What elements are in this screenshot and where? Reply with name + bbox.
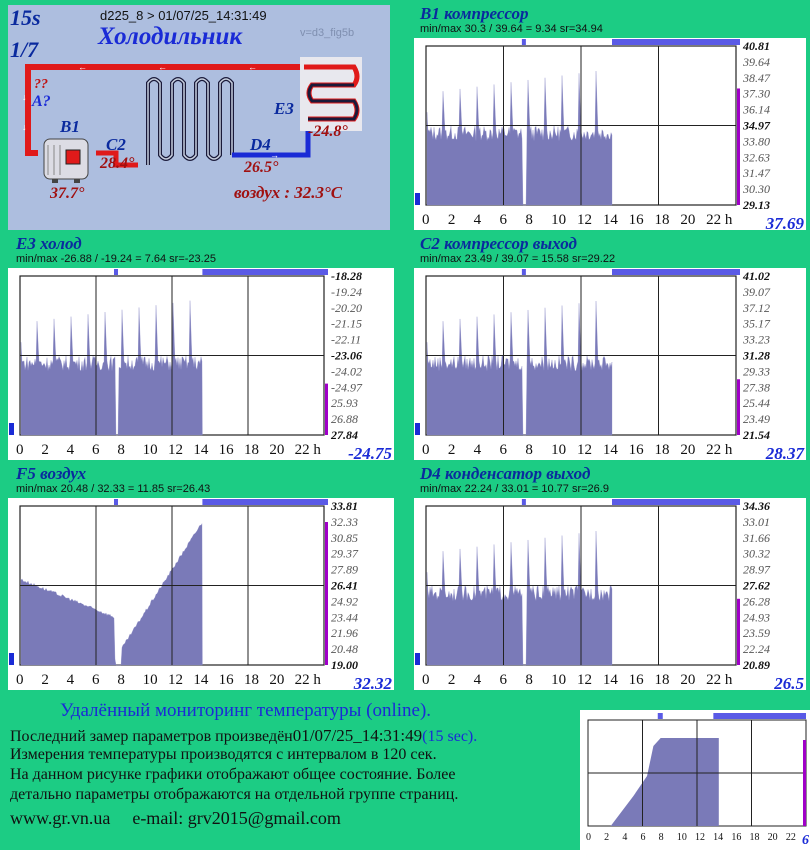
website-link[interactable]: www.gr.vn.ua [10,808,111,828]
scale-label: 29.13 [743,198,770,212]
flow-arrow-icon: ↓ [22,122,27,132]
x-tick-label: 18 [244,442,259,458]
gap-marker [114,269,118,275]
x-tick-label: 2 [604,832,610,843]
x-tick-label: 22 h [706,442,733,458]
x-tick-label: 16 [731,832,742,843]
x-tick-label: 0 [16,442,24,458]
x-tick-label: 12 [168,672,183,688]
x-tick-label: 16 [218,672,234,688]
x-tick-label: 22 h [294,442,321,458]
x-tick-label: 12 [577,212,592,228]
x-tick-label: 10 [676,832,687,843]
current-value: 26.5 [774,674,804,690]
scale-label: 33.23 [743,332,770,347]
scale-label: 21.96 [331,626,358,641]
scale-label: 26.88 [331,412,358,427]
x-tick-label: 16 [218,442,234,458]
sensor-e3-label: E3 [274,99,294,118]
x-tick-label: 22 h [706,212,733,228]
chart-plot[interactable] [414,498,806,690]
flow-arrow-icon: ← [158,62,167,72]
chart-stats: min/max 20.48 / 32.33 = 11.85 sr=26.43 [16,483,211,495]
x-tick-label: 6 [92,442,100,458]
current-value: 37.69 [765,214,804,230]
scale-label: 27.89 [331,562,358,577]
gap-marker [522,269,526,275]
scale-label: -18.28 [331,269,362,283]
left-marker [415,423,420,435]
page-indicator[interactable]: 1/7 [10,37,39,62]
x-tick-label: 18 [749,832,760,843]
scale-label: 32.33 [331,514,358,529]
x-tick-label: 20 [269,442,285,458]
activity-band [202,499,328,505]
scale-label: 23.49 [743,412,770,427]
x-tick-label: 2 [41,442,49,458]
condenser-coil [148,79,232,165]
x-tick-label: 2 [447,212,456,228]
x-tick-label: 4 [622,832,628,843]
scale-label: 28.97 [743,562,770,577]
x-tick-label: 8 [525,212,533,228]
left-marker [415,653,420,665]
x-tick-label: 10 [142,672,158,688]
unknown-marker: ?? [34,77,48,92]
x-tick-label: 16 [628,672,644,688]
x-tick-label: 20 [767,832,778,843]
chart-title: E3 холод [16,234,82,253]
x-tick-label: 6 [92,672,100,688]
x-tick-label: 8 [658,832,664,843]
scale-label: 31.28 [743,348,770,363]
chart-plot[interactable] [8,268,394,460]
activity-band [612,39,740,45]
x-tick-label: 14 [713,832,724,843]
panel-d4 [412,465,808,690]
x-tick-label: 20 [269,672,285,688]
scale-label: 31.47 [743,166,770,181]
sensor-b1-label: B1 [60,117,80,136]
x-tick-label: 6 [640,832,646,843]
x-tick-label: 8 [117,672,125,688]
scale-label: 26.28 [743,594,770,609]
gap-marker [658,713,663,719]
activity-band [202,269,328,275]
current-value: 6 [802,833,809,848]
x-tick-label: 8 [525,672,533,688]
x-tick-label: 22 [785,832,796,843]
chart-stats: min/max 30.3 / 39.64 = 9.34 sr=34.94 [420,23,603,35]
chart-title: F5 воздух [16,464,87,483]
chart-stats: min/max 22.24 / 33.01 = 10.77 sr=26.9 [420,483,609,495]
x-tick-label: 4 [473,442,482,458]
x-tick-label: 18 [654,212,670,228]
scale-label: 23.59 [743,626,770,641]
footer-contacts [10,808,341,829]
x-tick-label: 8 [525,442,533,458]
left-marker [9,423,14,435]
x-tick-label: 14 [193,672,209,688]
x-tick-label: 2 [447,672,456,688]
scale-label: 20.48 [331,642,358,657]
scale-label: 21.54 [743,428,770,442]
chart-title: C2 компрессор выход [420,234,577,253]
panel-c2 [412,235,808,460]
sensor-a-label: A? [32,93,51,110]
scale-label: 29.33 [743,364,770,379]
x-tick-label: 6 [499,672,507,688]
current-value-bar [325,522,328,665]
scale-label: 34.97 [743,118,770,133]
x-tick-label: 4 [66,442,75,458]
scale-label: -20.20 [331,300,362,315]
scale-label: 20.89 [743,658,770,672]
version-label: v=d3_fig5b [300,27,355,39]
scale-label: 23.44 [331,610,358,625]
x-tick-label: 20 [680,442,696,458]
scale-label: 30.30 [743,182,770,197]
current-value-bar [737,88,740,205]
activity-band [612,269,740,275]
scale-label: 33.81 [331,499,358,513]
chart-stats: min/max -26.88 / -19.24 = 7.64 sr=-23.25 [16,253,216,265]
current-value-bar [803,740,806,826]
x-tick-label: 0 [586,832,591,843]
x-tick-label: 18 [654,442,670,458]
x-tick-label: 4 [473,212,482,228]
scale-label: 24.93 [743,610,770,625]
scale-label: 30.32 [743,546,770,561]
sensor-c2-label: C2 [106,135,126,154]
scale-label: 27.62 [743,578,770,593]
last-measure-interval: (15 sec). [422,728,478,745]
current-value-bar [325,384,328,435]
footer-line-details: детально параметры отображаются на отдельной группе страниц. [10,786,459,803]
scale-label: 25.93 [331,396,358,411]
chart-title: B1 компрессор [420,4,529,23]
scale-label: 41.02 [743,269,770,283]
sensor-c2-value: 28.4° [100,155,135,172]
chart-stats: min/max 23.49 / 39.07 = 15.58 sr=29.22 [420,253,616,265]
x-tick-label: 10 [551,212,567,228]
footer-line-overview: На данном рисунке графики отображают общее состояние. Более [10,766,456,783]
scale-label: 39.07 [743,284,770,299]
scale-label: 25.44 [743,396,770,411]
left-marker [415,193,420,205]
scale-label: 32.63 [743,150,770,165]
device-timestamp: d225_8 > 01/07/25_14:31:49 [100,8,267,23]
page-title: Холодильник [98,23,243,50]
air-temperature: воздух : 32.3°C [234,183,343,202]
scale-label: 37.12 [743,300,770,315]
scale-label: 37.30 [743,86,770,101]
gap-marker [114,499,118,505]
scale-label: 38.47 [743,70,770,85]
sensor-d4-label: D4 [250,135,271,154]
sensor-b1-value: 37.7° [50,185,85,202]
scale-label: 27.84 [331,428,358,442]
activity-band [713,713,806,719]
x-tick-label: 16 [628,212,644,228]
scale-label: 22.24 [743,642,770,657]
chart-plot[interactable] [414,38,806,230]
x-tick-label: 20 [680,212,696,228]
x-tick-label: 10 [551,442,567,458]
scale-label: -22.11 [331,332,362,347]
chart-plot[interactable] [8,498,394,690]
scale-label: -21.15 [331,316,362,331]
last-measure-time: 01/07/25_14:31:49 [292,726,423,745]
chart-title: D4 конденсатор выход [420,464,591,483]
x-tick-label: 20 [680,672,696,688]
current-value-bar [737,379,740,435]
flow-arrow-icon: ↓ [22,92,27,102]
sensor-e3-value: -24.8° [308,123,348,140]
scale-label: 26.41 [331,578,358,593]
fridge-diagram [8,5,390,230]
scale-label: 29.37 [331,546,358,561]
current-value-bar [737,599,740,665]
mini-chart-svg [580,710,810,850]
interval-label: 15s [10,5,41,30]
x-tick-label: 8 [117,442,125,458]
scale-label: 39.64 [743,54,770,69]
panel-e3 [8,235,394,460]
compressor-icon [44,139,88,183]
scale-label: -24.97 [331,380,362,395]
chart-svg [414,268,806,460]
email-link[interactable]: e-mail: grv2015@gmail.com [132,808,341,828]
scale-label: 27.38 [743,380,770,395]
x-tick-label: 6 [499,442,507,458]
x-tick-label: 14 [602,672,618,688]
x-tick-label: 16 [628,442,644,458]
gap-marker [522,499,526,505]
x-tick-label: 12 [577,442,592,458]
x-tick-label: 6 [499,212,507,228]
x-tick-label: 4 [66,672,75,688]
scale-label: -23.06 [331,348,362,363]
sensor-d4-value: 26.5° [244,159,279,176]
scale-label: 40.81 [743,39,770,53]
x-tick-label: 22 h [294,672,321,688]
scale-label: 33.80 [743,134,770,149]
last-measure-prefix: Последний замер параметров произведён [10,728,293,745]
scale-label: 33.01 [743,514,770,529]
x-tick-label: 0 [422,212,430,228]
last-measure-line [10,726,477,746]
scale-label: 24.92 [331,594,358,609]
chart-svg [8,498,394,690]
panel-f5 [8,465,394,690]
x-tick-label: 10 [551,672,567,688]
x-tick-label: 14 [193,442,209,458]
scale-label: 34.36 [743,499,770,513]
x-tick-label: 0 [16,672,24,688]
footer-heading: Удалённый мониторинг температуры (online). [60,700,432,721]
scale-label: 30.85 [331,530,358,545]
footer-line-interval: Измерения температуры производятся с интервалом в 120 сек. [10,746,437,763]
x-tick-label: 4 [473,672,482,688]
panel-b1 [412,5,808,230]
x-tick-label: 18 [244,672,259,688]
chart-plot[interactable] [414,268,806,460]
scale-label: -19.24 [331,284,362,299]
x-tick-label: 2 [41,672,49,688]
x-tick-label: 10 [142,442,158,458]
current-value: -24.75 [348,444,392,460]
scale-label: 31.66 [743,530,770,545]
x-tick-label: 14 [602,442,618,458]
scale-label: 36.14 [743,102,770,117]
left-marker [9,653,14,665]
scale-label: 19.00 [331,658,358,672]
gap-marker [522,39,526,45]
x-tick-label: 18 [654,672,670,688]
current-value: 32.32 [353,674,392,690]
x-tick-label: 0 [422,442,430,458]
current-value: 28.37 [765,444,804,460]
x-tick-label: 12 [577,672,592,688]
x-tick-label: 12 [695,832,705,843]
x-tick-label: 0 [422,672,430,688]
mini-chart[interactable] [580,710,810,850]
scale-label: 35.17 [743,316,770,331]
chart-svg [414,498,806,690]
activity-band [612,499,740,505]
flow-arrow-icon: ← [248,62,257,72]
flow-arrow-icon: → [270,150,279,160]
x-tick-label: 12 [168,442,183,458]
scale-label: -24.02 [331,364,362,379]
chart-svg [414,38,806,230]
chart-svg [8,268,394,460]
x-tick-label: 2 [447,442,456,458]
x-tick-label: 14 [602,212,618,228]
x-tick-label: 22 h [706,672,733,688]
flow-arrow-icon: ← [78,62,87,72]
